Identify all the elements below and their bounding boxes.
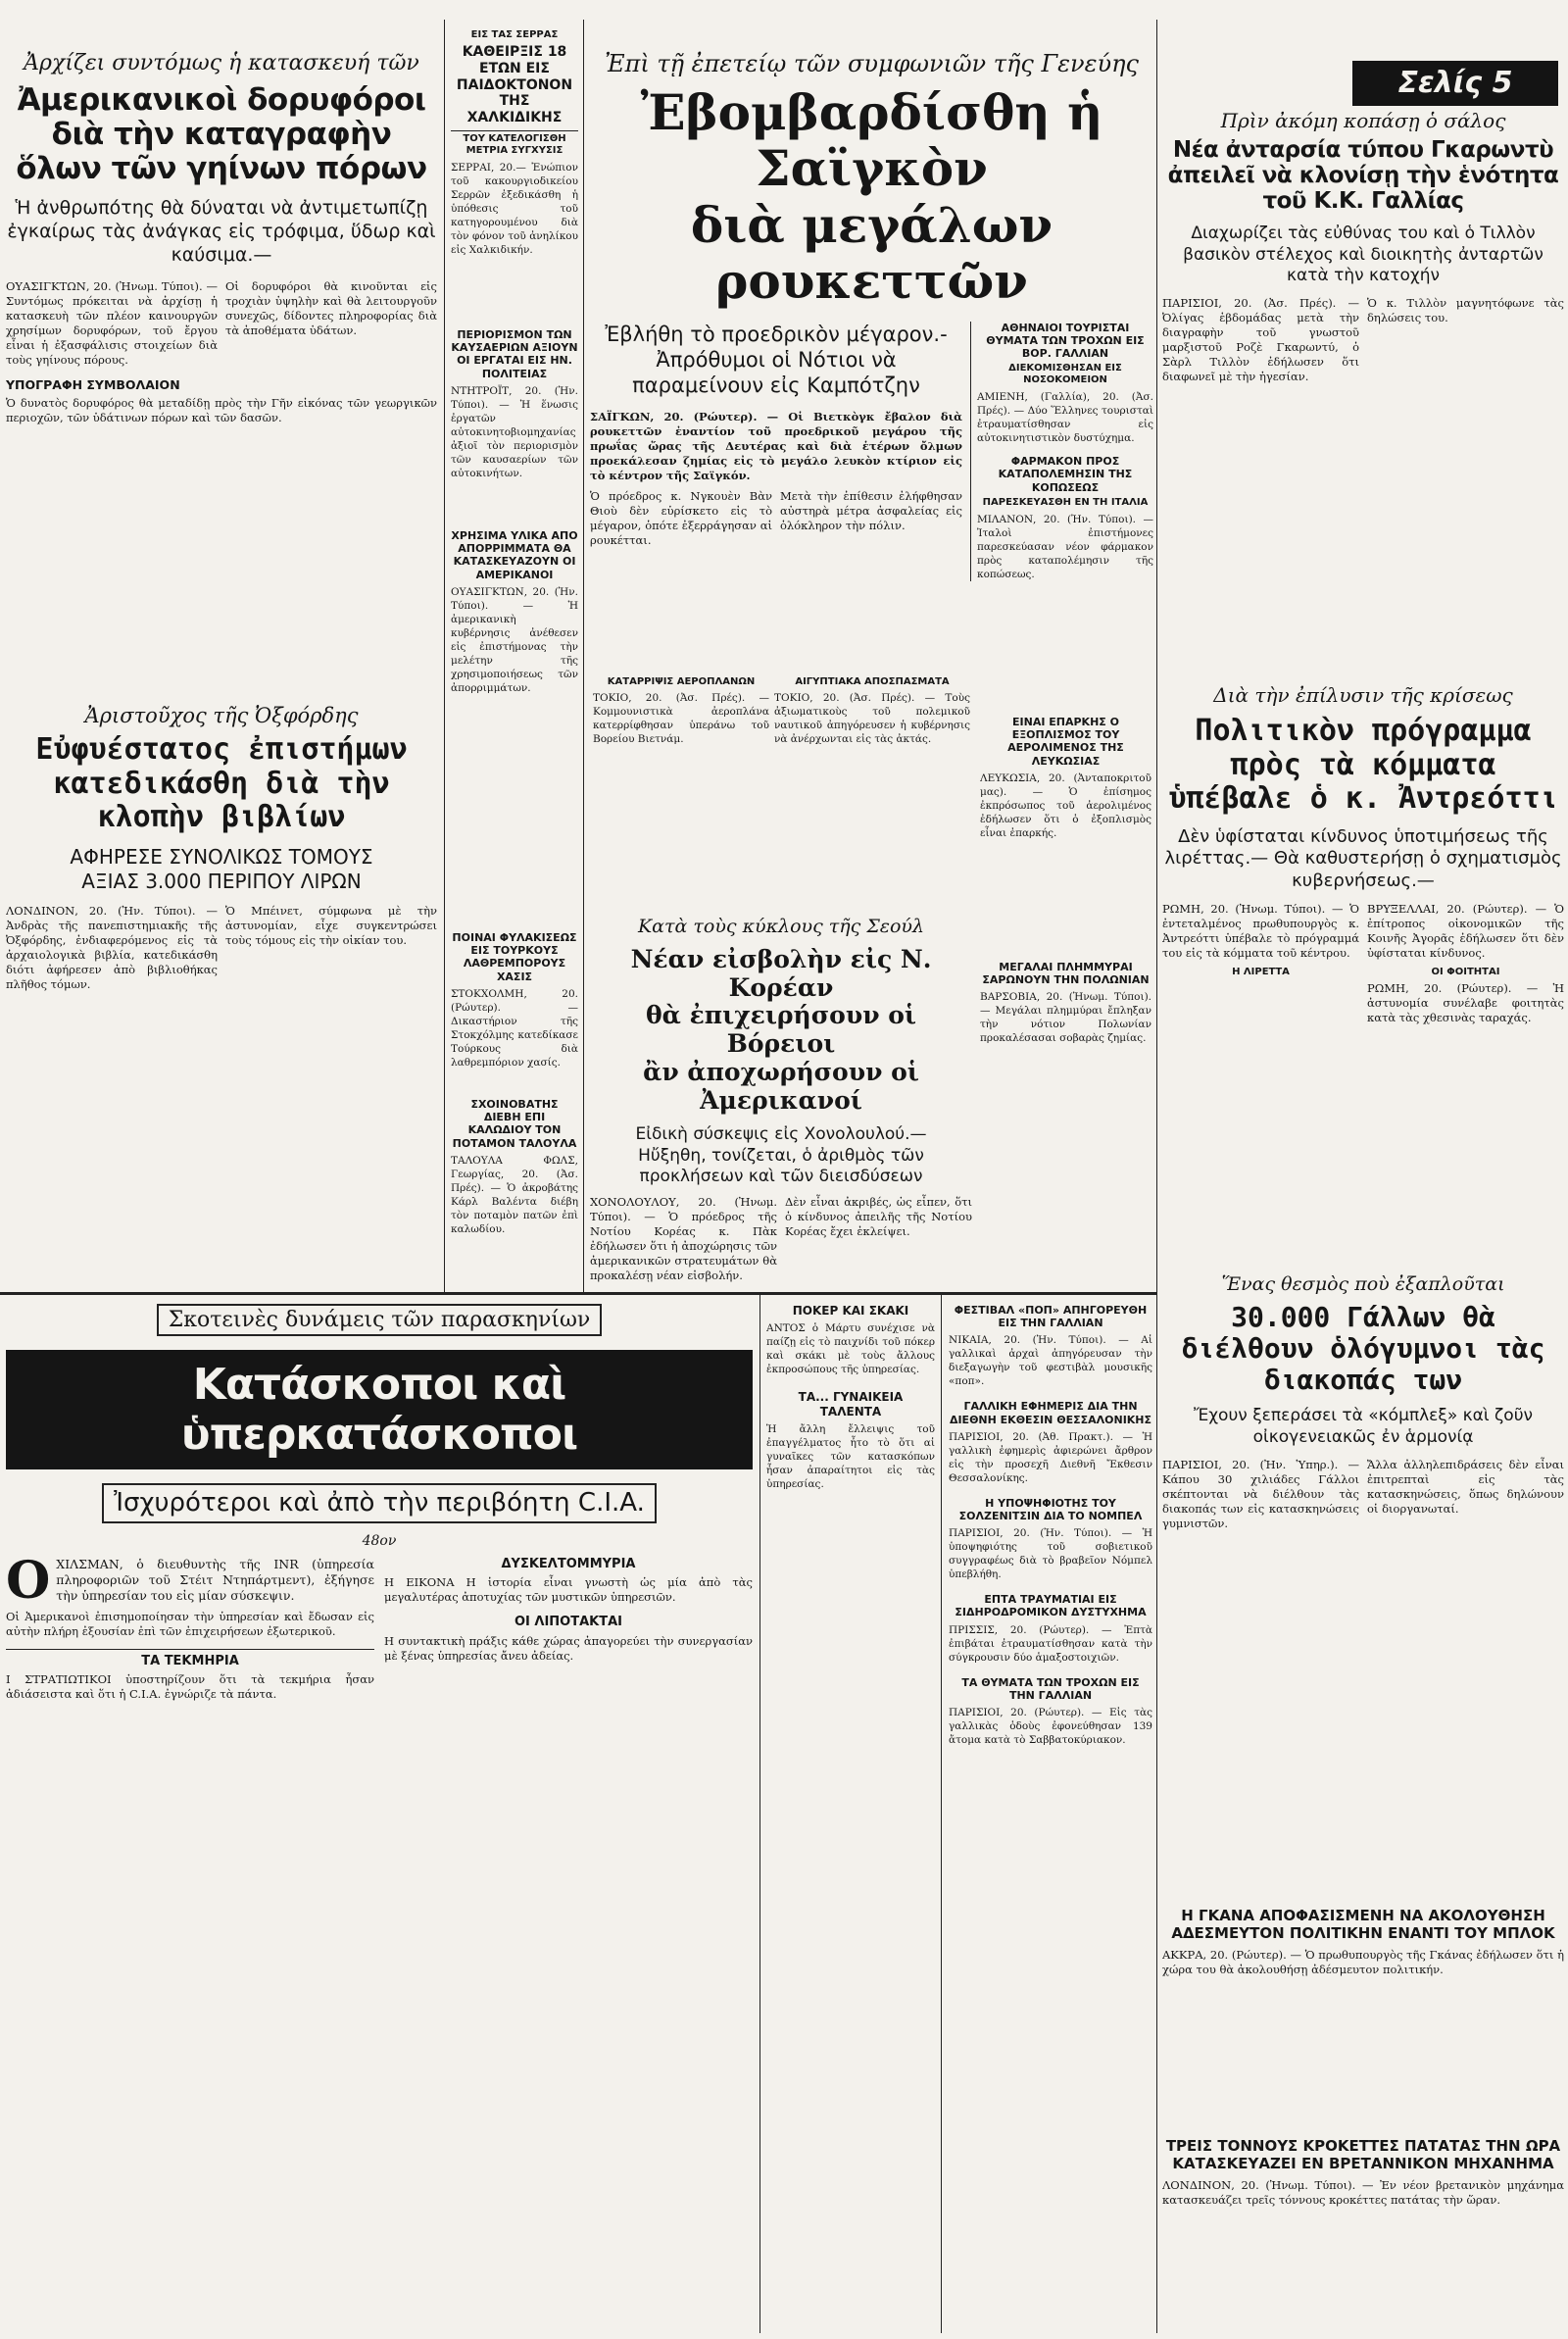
halkidiki-sub-2: ΜΕΤΡΙΑ ΣΥΓΧΥΣΙΣ (466, 144, 564, 156)
spies-title: Κατάσκοποι καὶ ὑπερκατάσκοποι (180, 1360, 578, 1461)
korea-sub-1: Εἰδικὴ σύσκεψις εἰς Χονολουλού.— (635, 1124, 927, 1145)
oxford-kicker: Ἀριστοῦχος τῆς Ὀξφόρδης (84, 704, 359, 727)
materials-title: ΧΡΗΣΙΜΑ ΥΛΙΚΑ ΑΠΟ ΑΠΟΡΡΙΜΜΑΤΑ ΘΑ ΚΑΤΑΣΚΕΥΑΖΟΥΝ ΟΙ ΑΜΕΡΙΚΑΝΟΙ (451, 529, 578, 581)
article-planes (593, 676, 769, 755)
talent-title: ΤΑ... ΓΥΝΑΙΚΕΙΑ ΤΑΛΕΝΤΑ (798, 1390, 904, 1418)
sentences-title: ΠΟΙΝΑΙ ΦΥΛΑΚΙΣΕΩΣ ΕΙΣ ΤΟΥΡΚΟΥΣ ΛΑΘΡΕΜΠΟΡΟΥΣ ΧΑΣΙΣ (452, 931, 577, 983)
potatoes-body: ΛΟΝΔΙΝΟΝ, 20. (Ἠνωμ. Τύποι). — Ἐν νέον βρετανικὸν μηχάνημα κατασκευάζει τρεῖς τόννους κροκέττες πατάτας τὴν ὥραν. (1162, 2178, 1564, 2207)
korea-title-1: Νέαν εἰσβολὴν εἰς Ν. Κορέαν (630, 944, 932, 1002)
crisis-body: ΡΩΜΗ, 20. (Ἠνωμ. Τύποι). — Ὁ ἐντεταλμένος πρωθυπουργὸς κ. Ἀντρεόττι ὑπέβαλε τὸ πρόγραμμά του εἰς τὰ κόμματα τοῦ κέντρου. (1162, 902, 1359, 960)
column-rule (444, 20, 445, 1294)
crisis-head-2: Η ΛΙΡΕΤΤΑ (1232, 967, 1290, 977)
vacation-subtitle: Ἔχουν ξεπεράσει τὰ «κόμπλεξ» καὶ ζοῦν οἰκογενειακῶς ἐν ἁρμονίᾳ (1193, 1406, 1534, 1447)
victims-body: ΠΑΡΙΣΙΟΙ, 20. (Ρώυτερ). — Εἰς τὰς γαλλικὰς ὁδοὺς ἐφονεύθησαν 139 ἄτομα κατὰ τὸ Σαββατοκύριακον. (949, 1706, 1152, 1746)
saigon-title-2: διὰ μεγάλων ρουκεττῶν (690, 195, 1054, 311)
injured-body: ΠΡΙΣΣΙΣ, 20. (Ρώυτερ). — Ἐπτὰ ἐπιβάται ἐτραυματίσθησαν κατὰ τὴν σύγκρουσιν δύο ἁμαξοστοιχιῶν. (949, 1623, 1152, 1664)
article-materials (451, 529, 578, 755)
satellites-kicker: Ἀρχίζει συντόμως ἡ κατασκευή τῶν (24, 51, 419, 75)
potatoes-title: ΤΡΕΙΣ ΤΟΝΝΟΥΣ ΚΡΟΚΕΤΤΕΣ ΠΑΤΑΤΑΣ ΤΗΝ ΩΡΑ ΚΑΤΑΣΚΕΥΑΖΕΙ ΕΝ ΒΡΕΤΑΝΝΙΚΟΝ ΜΗΧΑΝΗΜΑ (1165, 2137, 1561, 2172)
page-label: Σελίς 5 (1352, 61, 1558, 106)
article-cyprus (980, 716, 1152, 941)
article-poland (980, 961, 1152, 1284)
korea-body: ΧΟΝΟΛΟΥΛΟΥ, 20. (Ἠνωμ. Τύποι). — Ὁ πρόεδρος τῆς Νοτίου Κορέας κ. Πὰκ ἐδήλωσεν ὅτι ἡ ἀποχώρησις τῶν ἀμερικανικῶν στρατευμάτων θὰ προκαλέσῃ νέαν εἰσβολήν. (590, 1195, 777, 1283)
halkidiki-kicker: ΕΙΣ ΤΑΣ ΣΕΡΡΑΣ (470, 29, 559, 40)
festival-title: ΦΕΣΤΙΒΑΛ «ΠΟΠ» ΑΠΗΓΟΡΕΥΘΗ ΕΙΣ ΤΗΝ ΓΑΛΛΙΑΝ (954, 1304, 1148, 1330)
article-oxford (6, 704, 437, 1287)
kaiser-title: ΠΕΡΙΟΡΙΣΜΟΝ ΤΩΝ ΚΑΥΣΑΕΡΙΩΝ ΑΞΙΟΥΝ ΟΙ ΕΡΓΑΤΑΙ ΕΙΣ ΗΝ. ΠΟΛΙΤΕΙΑΣ (451, 328, 578, 380)
spies-lead-text: ΧΙΛΣΜΑΝ, ὁ διευθυντὴς τῆς INR (ὑπηρεσία πληροφοριῶν τοῦ Στέιτ Ντηπάρτμεντ), ἐξήγησε τὴν ὑπηρεσίαν του εἰς μίαν σύσκεψιν. (56, 1556, 374, 1603)
saigon-sub-2: Ἀπρόθυμοι οἱ Νότιοι νὰ παραμείνουν εἰς Καμπότζην (632, 347, 920, 398)
nobel-body: ΠΑΡΙΣΙΟΙ, 20. (Ἠν. Τύποι). — Ἡ ὑποψηφιότης τοῦ σοβιετικοῦ συγγραφέως διὰ τὸ βραβεῖον Νόμπελ ὑπεβλήθη. (949, 1527, 1152, 1581)
japan-body: ΤΟΚΙΟ, 20. (Ἀσ. Πρές). — Τοὺς ἀξιωματικοὺς τοῦ πολεμικοῦ ναυτικοῦ ἀπηγόρευσεν ἡ κυβέρνησις νὰ ἀνέρχωνται εἰς τὰς ἀκτάς. (774, 692, 970, 745)
spies-head-4: ΟΙ ΛΙΠΟΤΑΚΤΑΙ (514, 1615, 622, 1630)
pcf-body: ΠΑΡΙΣΙΟΙ, 20. (Ἀσ. Πρές). — Ὀλίγας ἑβδομάδας μετὰ τὴν διαγραφὴν τοῦ γνωστοῦ μαρξιστοῦ Ροζὲ Γκαρωντύ, ὁ Σὰρλ Τιλλὸν ἐδήλωσεν ὅτι διαφωνεῖ μὲ τὴν ἡγεσίαν. (1162, 296, 1359, 383)
pcf-kicker: Πρὶν ἀκόμη κοπάσῃ ὁ σάλος (1220, 110, 1506, 132)
drugs-sub: ΠΑΡΕΣΚΕΥΑΣΘΗ ΕΝ ΤΗ ΙΤΑΛΙΑ (982, 496, 1149, 508)
tourists-body: ΑΜΙΕΝΗ, (Γαλλία), 20. (Ἀσ. Πρές). — Δύο Ἕλληνες τουρισταὶ ἐτραυματίσθησαν εἰς αὐτοκινητιστικὸν δυστύχημα. (977, 391, 1153, 445)
article-saigon (590, 51, 1153, 669)
poland-title: ΜΕΓΑΛΑΙ ΠΛΗΜΜΥΡΑΙ ΣΑΡΩΝΟΥΝ ΤΗΝ ΠΟΛΩΝΙΑΝ (982, 961, 1150, 987)
ghana-body: ΑΚΚΡΑ, 20. (Ρώυτερ). — Ὁ πρωθυπουργὸς τῆς Γκάνας ἐδήλωσεν ὅτι ἡ χώρα του θὰ ἀκολουθήσῃ ἀδέσμευτον πολιτικήν. (1162, 1948, 1564, 1976)
planes-body: ΤΟΚΙΟ, 20. (Ἀσ. Πρές). — Κομμουνιστικὰ ἀεροπλάνα κατερρίφθησαν ὑπεράνω τοῦ Βορείου Βιετνάμ. (593, 692, 769, 745)
cyprus-body: ΛΕΥΚΩΣΙΑ, 20. (Ἀνταποκριτοῦ μας). — Ὁ ἐπίσημος ἐκπρόσωπος τοῦ ἀερολιμένος ἐδήλωσεν ὅτι ὁ ἐξοπλισμὸς εἶναι ἐπαρκής. (980, 771, 1152, 839)
halkidiki-title: ΚΑΘΕΙΡΞΙΣ 18 ΕΤΩΝ ΕΙΣ ΠΑΙΔΟΚΤΟΝΟΝ ΤΗΣ ΧΑΛΚΙΔΙΚΗΣ (456, 44, 573, 126)
korea-sub-3: προκλήσεων καὶ τῶν διεισδύσεων (639, 1166, 923, 1186)
tallow-body: ΤΑΛΟΥΛΑ ΦΩΛΣ, Γεωργίας, 20. (Ἀσ. Πρές). — Ὁ ἀκροβάτης Κάρλ Βαλέντα διέβη τὸν ποταμὸν πατῶν ἐπὶ καλωδίου. (451, 1154, 578, 1235)
spies-head-3: ΔΥΣΚΕΛΤΟΜΜΥΡΙΑ (501, 1556, 636, 1571)
tourists-title: ΑΘΗΝΑΙΟΙ ΤΟΥΡΙΣΤΑΙ ΘΥΜΑΤΑ ΤΩΝ ΤΡΟΧΩΝ ΕΙΣ ΒΟΡ. ΓΑΛΛΙΑΝ (986, 321, 1145, 360)
vacation-title: 30.000 Γάλλων θὰ διέλθουν ὁλόγυμνοι τὰς διακοπάς των (1181, 1300, 1545, 1397)
poker-body: ΑΝΤΟΣ ὁ Μάρτυ συνέχισε νὰ παίζῃ εἰς τὸ παιχνίδι τοῦ πόκερ καὶ σκάκι μὲ τοὺς ἄλλους ἐκπροσώπους τῆς ὑπηρεσίας. (766, 1322, 935, 1376)
spies-body-2: Ι ΣΤΡΑΤΙΩΤΙΚΟΙ ὑποστηρίζουν ὅτι τὰ τεκμήρια ἦσαν ἀδιάσειστα καὶ ὅτι ἡ C.I.A. ἐγνώριζε τὰ πάντα. (6, 1672, 374, 1702)
planes-title: ΚΑΤΑΡΡΙΨΙΣ ΑΕΡΟΠΛΑΝΩΝ (607, 676, 756, 687)
kaiser-body: ΝΤΗΤΡΟΪΤ, 20. (Ἠν. Τύποι). — Ἡ ἕνωσις ἐργατῶν αὐτοκινητοβιομηχανίας ἀξιοῖ τὸν περιορισμὸν τῶν καυσαερίων τῶν αὐτοκινήτων. (451, 384, 578, 479)
column-rule (941, 1294, 942, 2333)
nobel-title: Η ΥΠΟΨΗΦΙΟΤΗΣ ΤΟΥ ΣΟΛΖΕΝΙΤΣΙΝ ΔΙΑ ΤΟ ΝΟΜΠΕΛ (958, 1496, 1143, 1522)
column-mid-bottom (766, 1304, 935, 2333)
saigon-body: ΣΑΪΓΚΩΝ, 20. (Ρώυτερ). — Οἱ Βιετκὸγκ ἔβαλον διὰ ρουκεττῶν ἐναντίον τοῦ προεδρικοῦ μεγάρου τῆς πρωΐας ὥρας τῆς Δευτέρας καὶ διὰ ἑτέρων ὄλμων προεκάλεσαν ζημίας εἰς τὸ μεγάλο λευκὸν κτίριον εἰς τὸ κέντρον τῆς Σαϊγκόν. (590, 410, 962, 483)
oxford-title: Εὐφυέστατος ἐπιστήμων κατεδικάσθη διὰ τὴν κλοπὴν βιβλίων (35, 732, 408, 835)
saigon-kicker: Ἐπὶ τῇ ἐπετείῳ τῶν συμφωνιῶν τῆς Γενεύης (605, 51, 1139, 77)
spies-part: 48ον (362, 1532, 397, 1549)
oxford-sub-2: ΑΞΙΑΣ 3.000 ΠΕΡΙΠΟΥ ΛΙΡΩΝ (81, 869, 362, 893)
crisis-body-3: ΡΩΜΗ, 20. (Ρώυτερ). — Ἡ ἀστυνομία συνέλαβε φοιτητὰς κατὰ τὰς χθεσινὰς ταραχάς. (1367, 981, 1564, 1024)
column-rule (583, 20, 584, 1294)
crisis-head-3: ΟΙ ΦΟΙΤΗΤΑΙ (1431, 967, 1500, 977)
oxford-sub-1: ΑΦΗΡΕΣΕ ΣΥΝΟΛΙΚΩΣ ΤΟΜΟΥΣ (70, 844, 373, 869)
tourists-sub: ΔΙΕΚΟΜΙΣΘΗΣΑΝ ΕΙΣ ΝΟΣΟΚΟΜΕΙΟΝ (1008, 363, 1122, 386)
pcf-subtitle: Διαχωρίζει τὰς εὐθύνας του καὶ ὁ Τιλλὸν βασικὸν στέλεχος καὶ διοικητὴς ἀνταρτῶν κατὰ τὴν κατοχήν (1183, 224, 1544, 285)
satellites-body: ΟΥΑΣΙΓΚΤΩΝ, 20. (Ἠνωμ. Τύποι). — Συντόμως πρόκειται νὰ ἀρχίσῃ ἡ κατασκευὴ τῶν πλέον καινουργῶν χρησίμων δορυφόρων, τοῦ ἔργου εἶναι ἡ ἐξασφάλισις στοιχείων διὰ τοὺς γηίνους πόρους. (6, 278, 218, 367)
saigon-title-1: Ἐβομβαρδίσθη ἡ Σαϊγκὸν (640, 82, 1103, 198)
spies-body-4: Η συντακτικὴ πράξις κάθε χώρας ἀπαγορεύει τὴν συνεργασίαν μὲ ξένας ὑπηρεσίας ἄνευ ἀδείας. (384, 1633, 753, 1663)
spies-body: Οἱ Ἀμερικανοὶ ἐπισημοποίησαν τὴν ὑπηρεσίαν καὶ ἔδωσαν εἰς αὐτὴν πλήρη ἐξουσίαν ἐπὶ τῶν ἐπιχειρήσεων ἐξωτερικοῦ. (6, 1609, 374, 1638)
article-vacation (1162, 1274, 1564, 1863)
victims-title: ΤΑ ΘΥΜΑΤΑ ΤΩΝ ΤΡΟΧΩΝ ΕΙΣ ΤΗΝ ΓΑΛΛΙΑΝ (961, 1675, 1140, 1702)
spies-title-banner (6, 1350, 753, 1469)
vacation-body-2: Ἄλλα ἀλληλεπιδράσεις δὲν εἶναι ἐπιτρεπταὶ εἰς τὰς κατασκηνώσεις, ὅπως δηλώνουν οἱ διοργανωταί. (1367, 1457, 1564, 1516)
article-ghana (1162, 1907, 1564, 2064)
article-sentences (451, 931, 578, 1088)
korea-sub-2: Ηὔξηθη, τονίζεται, ὁ ἀριθμὸς τῶν (638, 1145, 924, 1166)
column-right-bottom (949, 1304, 1152, 2333)
dropcap-o: O (6, 1550, 51, 1611)
satellites-body-3: Οἱ δορυφόροι θὰ κινοῦνται εἰς τροχιὰν ὑψηλὴν καὶ θὰ λειτουργοῦν συνεχῶς, δίδοντες πληροφορίας διὰ τὰ ἀποθέματα ὑδάτων. (225, 278, 437, 337)
korea-title-3: ἂν ἀποχωρήσουν οἱ Ἀμερικανοί (643, 1057, 919, 1115)
satellites-body-2: Ὁ δυνατὸς δορυφόρος θὰ μεταδίδῃ πρὸς τὴν Γῆν εἰκόνας τῶν γεωργικῶν περιοχῶν, τῶν ὑδάτινων πόρων καὶ τῶν δασῶν. (6, 395, 437, 424)
spies-lead (6, 1550, 374, 1611)
ghana-title: Η ΓΚΑΝΑ ΑΠΟΦΑΣΙΣΜΕΝΗ ΝΑ ΑΚΟΛΟΥΘΗΣΗ ΑΔΕΣΜΕΥΤΟΝ ΠΟΛΙΤΙΚΗΝ ΕΝΑΝΤΙ ΤΟΥ ΜΠΛΟΚ (1171, 1907, 1555, 1942)
satellites-section-head: ΥΠΟΓΡΑΦΗ ΣΥΜΒΟΛΑΙΟΝ (6, 376, 180, 392)
spies-kicker: Σκοτεινὲς δυνάμεις τῶν παρασκηνίων (157, 1304, 603, 1336)
gallic-title: ΓΑΛΛΙΚΗ ΕΦΗΜΕΡΙΣ ΔΙΑ ΤΗΝ ΔΙΕΘΝΗ ΕΚΘΕΣΙΝ ΘΕΣΣΑΛΟΝΙΚΗΣ (949, 1400, 1152, 1426)
article-satellites (6, 51, 437, 698)
article-pcf (1162, 110, 1564, 629)
pcf-title: Νέα ἀνταρσία τύπου Γκαρωντὺ ἀπειλεῖ νὰ κλονίσῃ τὴν ἑνότητα τοῦ Κ.Κ. Γαλλίας (1167, 137, 1559, 214)
article-japan (774, 676, 970, 755)
drugs-title: ΦΑΡΜΑΚΟΝ ΠΡΟΣ ΚΑΤΑΠΟΛΕΜΗΣΙΝ ΤΗΣ ΚΟΠΩΣΕΩΣ (998, 455, 1133, 494)
spies-head-2: ΤΑ ΤΕΚΜΗΡΙΑ (6, 1649, 374, 1669)
article-halkidiki (451, 29, 578, 323)
halkidiki-body: ΣΕΡΡΑΙ, 20.— Ἐνώπιον τοῦ κακουργιοδικείου Σερρῶν ἐξεδικάσθη ἡ ὑπόθεσις τοῦ κατηγορουμένου διὰ τὸν φόνον τοῦ ἀνηλίκου εἰς Χαλκιδικήν. (451, 161, 578, 256)
materials-body: ΟΥΑΣΙΓΚΤΩΝ, 20. (Ἠν. Τύποι). — Ἡ ἀμερικανικὴ κυβέρνησις ἀνέθεσεν εἰς ἐπιστήμονας τὴν μελέτην τῆς χρησιμοποιήσεως τῶν ἀπορριμμάτων. (451, 585, 578, 694)
crisis-subtitle: Δὲν ὑφίσταται κίνδυνος ὑποτιμήσεως τῆς λιρέττας.— Θὰ καθυστερήσῃ ὁ σχηματισμὸς κυβερνήσεως.— (1164, 825, 1562, 891)
injured-title: ΕΠΤΑ ΤΡΑΥΜΑΤΙΑΙ ΕΙΣ ΣΙΔΗΡΟΔΡΟΜΙΚΟΝ ΔΥΣΤΥΧΗΜΑ (955, 1593, 1147, 1619)
korea-body-2: Δὲν εἶναι ἀκριβές, ὡς εἶπεν, ὅτι ὁ κίνδυνος ἀπειλῆς τῆς Νοτίου Κορέας ἔχει ἐκλείψει. (785, 1195, 972, 1239)
poland-body: ΒΑΡΣΟΒΙΑ, 20. (Ἠνωμ. Τύποι). — Μεγάλαι πλημμύραι ἔπληξαν τὴν νότιον Πολωνίαν προκαλέσασαι σοβαρὰς ζημίας. (980, 991, 1152, 1045)
column-rule (1156, 20, 1157, 2333)
halkidiki-sub-1: ΤΟΥ ΚΑΤΕΛΟΓΙΣΘΗ (451, 130, 578, 145)
vacation-body: ΠΑΡΙΣΙΟΙ, 20. (Ἠν. Ὑπηρ.). — Κάπου 30 χιλιάδες Γάλλοι σκέπτονται νὰ διέλθουν τὰς διακοπάς των εἰς κατασκηνώσεις γυμνιστῶν. (1162, 1457, 1359, 1530)
article-kaiser (451, 328, 578, 515)
talent-body: Ἡ ἄλλη ἔλλειψις τοῦ ἐπαγγέλματος ἦτο τὸ ὅτι αἱ γυναῖκες τῶν κατασκόπων ἦσαν ἀπαραίτητοι εἰς τὰς ὑπηρεσίας. (766, 1423, 935, 1491)
vacation-kicker: Ἕνας θεσμὸς ποὺ ἐξαπλοῦται (1221, 1274, 1505, 1295)
article-spies (6, 1304, 753, 2333)
article-tallow (451, 1098, 578, 1289)
section-rule (0, 1292, 1156, 1295)
gallic-body: ΠΑΡΙΣΙΟΙ, 20. (Ἀθ. Πρακτ.). — Ἡ γαλλικὴ ἐφημερὶς ἀφιερώνει ἄρθρον εἰς τὴν προσεχῆ Διεθνῆ Ἔκθεσιν Θεσσαλονίκης. (949, 1430, 1152, 1484)
tallow-title: ΣΧΟΙΝΟΒΑΤΗΣ ΔΙΕΒΗ ΕΠΙ ΚΑΛΩΔΙΟΥ ΤΟΝ ΠΟΤΑΜΟΝ ΤΑΛΟΥΛΑ (452, 1098, 577, 1150)
festival-body: ΝΙΚΑΙΑ, 20. (Ἠν. Τύποι). — Αἱ γαλλικαὶ ἀρχαὶ ἀπηγόρευσαν τὴν διεξαγωγὴν τοῦ φεστιβὰλ μουσικῆς «ποπ». (949, 1334, 1152, 1388)
article-potatoes (1162, 2137, 1564, 2333)
spies-subtitle: Ἰσχυρότεροι καὶ ἀπὸ τὴν περιβόητη C.I.A. (102, 1483, 657, 1523)
crisis-title: Πολιτικὸν πρόγραμμα πρὸς τὰ κόμματα ὑπέβαλε ὁ κ. Ἀντρεόττι (1168, 714, 1558, 816)
satellites-title: Ἀμερικανικοὶ δορυφόροι διὰ τὴν καταγραφὴν ὅλων τῶν γηίνων πόρων (16, 82, 427, 186)
korea-title-2: θὰ ἐπιχειρήσουν οἱ Βόρειοι (645, 1001, 917, 1059)
oxford-body-2: Ὁ Μπέινετ, σύμφωνα μὲ τὴν ἀστυνομίαν, εἶχε συγκεντρώσει τοὺς τόμους εἰς τὴν οἰκίαν του. (225, 903, 437, 947)
article-crisis (1162, 684, 1564, 1272)
satellites-subtitle: Ἡ ἀνθρωπότης θὰ δύναται νὰ ἀντιμετωπίζῃ ἐγκαίρως τὰς ἀνάγκας εἰς τρόφιμα, ὕδωρ καὶ καύσιμα.— (7, 197, 436, 266)
cyprus-title: ΕΙΝΑΙ ΕΠΑΡΚΗΣ Ο ΕΞΟΠΛΙΣΜΟΣ ΤΟΥ ΑΕΡΟΛΙΜΕΝΟΣ ΤΗΣ ΛΕΥΚΩΣΙΑΣ (1007, 716, 1124, 768)
saigon-body-2: Ὁ πρόεδρος κ. Νγκουὲν Βὰν Θιοὺ δὲν εὑρίσκετο εἰς τὸ μέγαρον, ὁπότε ἐξερράγησαν αἱ ρουκέτται. (590, 489, 772, 548)
pcf-body-2: Ὁ κ. Τιλλὸν μαγνητόφωνε τὰς δηλώσεις του. (1367, 296, 1564, 324)
article-korea (590, 917, 972, 1289)
japan-title: ΑΙΓΥΠΤΙΑΚΑ ΑΠΟΣΠΑΣΜΑΤΑ (795, 676, 950, 687)
drugs-body: ΜΙΛΑΝΟΝ, 20. (Ἠν. Τύποι). — Ἰταλοὶ ἐπιστήμονες παρεσκεύασαν νέον φάρμακον πρὸς καταπολέμησιν τῆς κοπώσεως. (977, 513, 1153, 580)
saigon-sub-1: Ἐβλήθη τὸ προεδρικὸν μέγαρον.- (605, 322, 948, 346)
spies-body-3: Η ΕΙΚΟΝΑ Η ἱστορία εἶναι γνωστὴ ὡς μία ἀπὸ τὰς μεγαλυτέρας ἀποτυχίας τῶν μυστικῶν ὑπηρεσιῶν. (384, 1575, 753, 1605)
korea-kicker: Κατὰ τοὺς κύκλους τῆς Σεούλ (637, 917, 924, 937)
oxford-body: ΛΟΝΔΙΝΟΝ, 20. (Ἠν. Τύποι). — Ἀνδρὰς τῆς πανεπιστημιακῆς τῆς Ὀξφόρδης, ἐνδιαφερόμενος εἰς τὰ ἀρχαιολογικὰ βιβλία, κατεδικάσθη διότι ἀφήρεσεν ἀπὸ βιβλιοθήκας πλῆθος τόμων. (6, 903, 218, 991)
crisis-body-2: ΒΡΥΞΕΛΛΑΙ, 20. (Ρώυτερ). — Ὁ ἐπίτροπος οἰκονομικῶν τῆς Κοινῆς Ἀγορᾶς ἐδήλωσεν ὅτι δὲν ὑφίσταται κίνδυνος. (1367, 902, 1564, 960)
sentences-body: ΣΤΟΚΧΟΛΜΗ, 20. (Ρώυτερ). — Δικαστήριον τῆς Στοκχόλμης κατεδίκασε Τούρκους διὰ λαθρεμπόριον χασίς. (451, 987, 578, 1069)
poker-title: ΠΟΚΕΡ ΚΑΙ ΣΚΑΚΙ (792, 1304, 909, 1318)
saigon-body-3: Μετὰ τὴν ἐπίθεσιν ἐλήφθησαν αὐστηρὰ μέτρα ἀσφαλείας εἰς ὁλόκληρον τὴν πόλιν. (780, 489, 962, 533)
crisis-kicker: Διὰ τὴν ἐπίλυσιν τῆς κρίσεως (1213, 684, 1513, 707)
